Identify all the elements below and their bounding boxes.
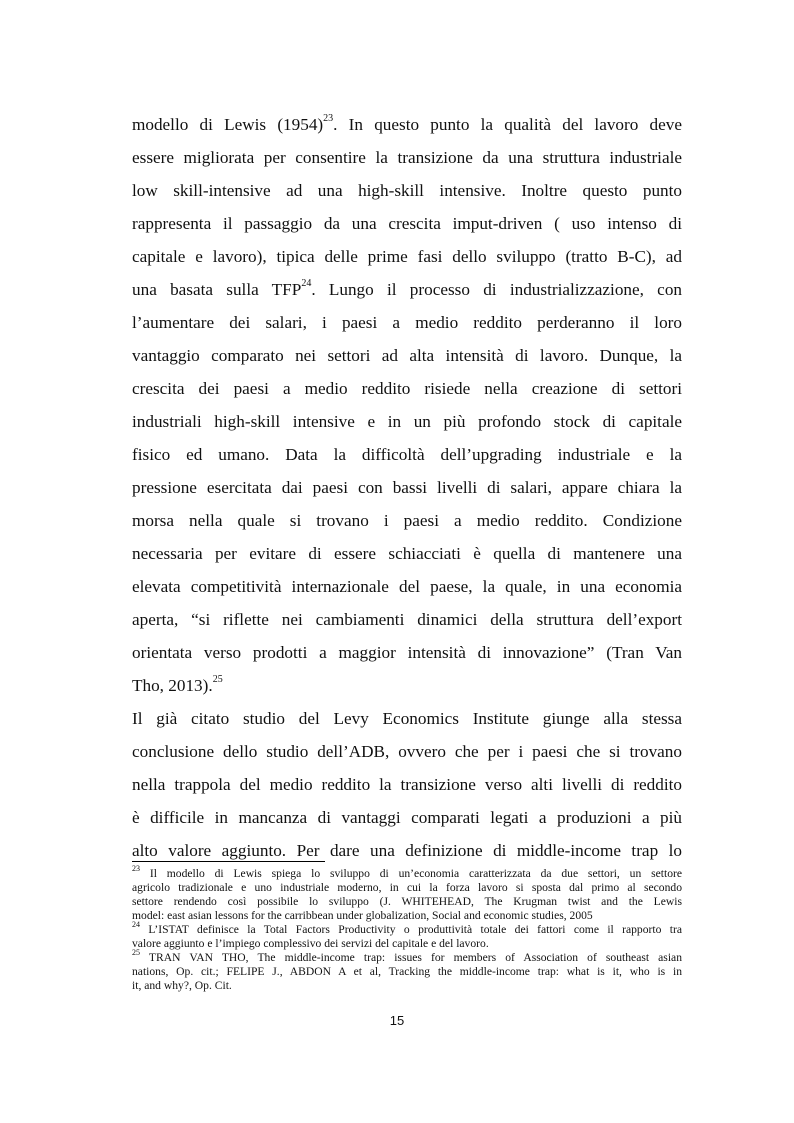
text-run: valore aggiunto e l’impiego complessivo dei servizi del capitale e del lavoro. — [132, 937, 489, 950]
paragraph-line — [132, 735, 682, 768]
text-run: capitale e lavoro), tipica delle prime fasi dello sviluppo (tratto B-C), ad — [132, 247, 682, 266]
text-run: . In questo punto la qualità del lavoro deve — [333, 115, 682, 134]
footnote-ref: 23 — [132, 864, 140, 874]
text-run: nations, Op. cit.; FELIPE J., ABDON A et al, Tracking the middle-income trap: what is it, who is in — [132, 965, 682, 978]
paragraph-line — [132, 702, 682, 735]
footnote-ref: 23 — [323, 113, 334, 125]
paragraph-line — [132, 570, 682, 603]
page-number: 15 — [389, 1013, 405, 1028]
footnote-line — [132, 948, 682, 965]
text-run: Il modello di Lewis spiega lo sviluppo di un’economia caratterizzata da due settori, un settore — [140, 867, 682, 880]
text-run: l’aumentare dei salari, i paesi a medio reddito perderanno il loro — [132, 313, 682, 332]
footnotes — [132, 864, 682, 993]
footnote-line — [132, 920, 682, 937]
paragraph-line — [132, 240, 682, 273]
footnote-line — [132, 979, 682, 993]
text-run: industriali high-skill intensive e in un più profondo stock di capitale — [132, 412, 682, 431]
footnote-ref: 25 — [132, 948, 140, 958]
footnote-ref: 25 — [212, 674, 223, 686]
text-run: vantaggio comparato nei settori ad alta intensità di lavoro. Dunque, la — [132, 346, 682, 365]
text-run: essere migliorata per consentire la transizione da una struttura industriale — [132, 148, 682, 167]
text-run: crescita dei paesi a medio reddito risiede nella creazione di settori — [132, 379, 682, 398]
text-run: pressione esercitata dai paesi con bassi livelli di salari, appare chiara la — [132, 478, 682, 497]
footnote-separator — [132, 861, 325, 862]
paragraph-line — [132, 207, 682, 240]
paragraph-line — [132, 669, 682, 702]
text-run: L’ISTAT definisce la Total Factors Productivity o produttività totale dei fattori come il rapporto tra — [140, 923, 682, 936]
paragraph-line — [132, 273, 682, 306]
paragraph-line — [132, 768, 682, 801]
paragraph-line — [132, 438, 682, 471]
footnote-line — [132, 965, 682, 979]
paragraph-line — [132, 306, 682, 339]
paragraph-line — [132, 603, 682, 636]
text-run: . Lungo il processo di industrializzazione, con — [311, 280, 683, 299]
text-run: orientata verso prodotti a maggior intensità di innovazione” (Tran Van — [132, 643, 682, 662]
text-run: elevata competitività internazionale del paese, la quale, in una economia — [132, 577, 682, 596]
text-run: fisico ed umano. Data la difficoltà dell’upgrading industriale e la — [132, 445, 682, 464]
text-run: low skill-intensive ad una high-skill intensive. Inoltre questo punto — [132, 181, 682, 200]
footnote-line — [132, 937, 682, 951]
paragraph-line — [132, 141, 682, 174]
body-text — [132, 108, 682, 867]
text-run: alto valore aggiunto. Per dare una definizione di middle-income trap lo — [132, 841, 682, 860]
text-run: morsa nella quale si trovano i paesi a medio reddito. Condizione — [132, 511, 682, 530]
footnote-line — [132, 895, 682, 909]
paragraph-line — [132, 537, 682, 570]
paragraph-line — [132, 405, 682, 438]
text-run: Il già citato studio del Levy Economics Institute giunge alla stessa — [132, 709, 682, 728]
text-run: aperta, “si riflette nei cambiamenti dinamici della struttura dell’export — [132, 610, 682, 629]
text-run: conclusione dello studio dell’ADB, ovvero che per i paesi che si trovano — [132, 742, 682, 761]
text-run: nella trappola del medio reddito la transizione verso alti livelli di reddito — [132, 775, 682, 794]
paragraph-line — [132, 801, 682, 834]
text-run: è difficile in mancanza di vantaggi comparati legati a produzioni a più — [132, 808, 682, 827]
paragraph-line — [132, 339, 682, 372]
paragraph-line — [132, 504, 682, 537]
footnote-line — [132, 909, 682, 923]
text-run: una basata sulla TFP — [132, 280, 302, 299]
paragraph-line — [132, 372, 682, 405]
text-run: settore rendendo così possibile lo sviluppo (J. WHITEHEAD, The Krugman twist and the Lewis — [132, 895, 682, 908]
paragraph-line — [132, 834, 682, 867]
footnote-line — [132, 864, 682, 881]
footnote-line — [132, 881, 682, 895]
paragraph-line — [132, 108, 682, 141]
footnote-ref: 24 — [301, 278, 312, 290]
text-run: agricolo tradizionale e uno industriale moderno, in cui la forza lavoro si sposta dal primo al secondo — [132, 881, 682, 894]
text-run: model: east asian lessons for the carribbean under globalization, Social and economic studies, 2005 — [132, 909, 593, 922]
text-run: rappresenta il passaggio da una crescita imput-driven ( uso intenso di — [132, 214, 682, 233]
paragraph-line — [132, 471, 682, 504]
text-run: necessaria per evitare di essere schiacciati è quella di mantenere una — [132, 544, 682, 563]
text-run: TRAN VAN THO, The middle-income trap: issues for members of Association of southeast asian — [140, 951, 682, 964]
paragraph-line — [132, 636, 682, 669]
text-run: modello di Lewis (1954) — [132, 115, 324, 134]
paragraph-line — [132, 174, 682, 207]
footnote-ref: 24 — [132, 920, 140, 930]
text-run: Tho, 2013). — [132, 676, 213, 695]
text-run: it, and why?, Op. Cit. — [132, 979, 232, 992]
